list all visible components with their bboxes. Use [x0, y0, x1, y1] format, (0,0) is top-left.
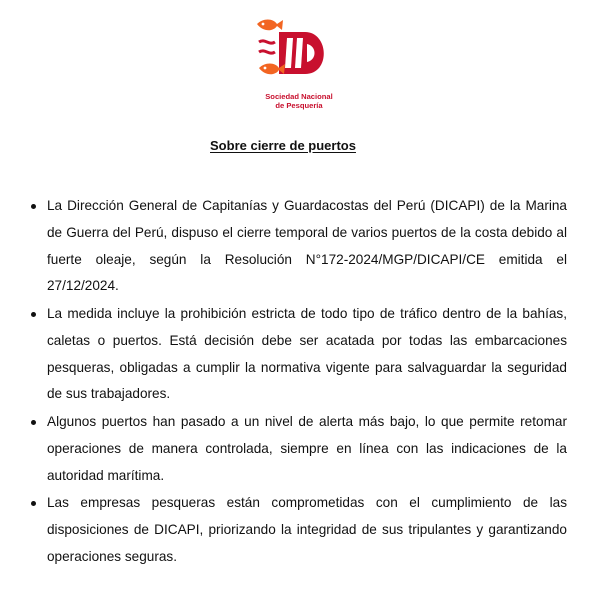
sociedad-nacional-de-pesqueria-logo [241, 18, 357, 112]
bullet-dot-icon [31, 204, 36, 209]
bullet-text: La Dirección General de Capitanías y Guardacostas del Perú (DICAPI) de la Marina de Guerra del Perú, dispuso el cierre temporal de varios puertos de la costa debido al fuerte oleaje, según la Resolución N°172-2024/MGP/DICAPI/CE emitida el 27/12/2024. [47, 198, 567, 294]
bullet-dot-icon [31, 501, 36, 506]
bullet-text: Algunos puertos han pasado a un nivel de alerta más bajo, lo que permite retomar operaciones de manera controlada, siempre en línea con las indicaciones de la autoridad marítima. [47, 414, 567, 483]
bullet-dot-icon [31, 312, 36, 317]
bullet-dot-icon [31, 420, 36, 425]
logo-line-2: de Pesquería [275, 101, 323, 110]
document-title: Sobre cierre de puertos [210, 138, 356, 153]
snp-emblem-icon [247, 18, 351, 88]
logo-line-1: Sociedad Nacional [265, 92, 333, 101]
bullet-text: La medida incluye la prohibición estricta de todo tipo de tráfico dentro de la bahías, caletas o puertos. Está decisión debe ser acatada por todas las embarcaciones pesqueras, obligadas a cumplir la normativa vigente para salvaguardar la seguridad de sus trabajadores. [47, 306, 567, 402]
bullet-text: Las empresas pesqueras están comprometidas con el cumplimiento de las disposiciones de DICAPI, priorizando la integridad de sus tripulantes y garantizando operaciones seguras. [47, 495, 567, 564]
